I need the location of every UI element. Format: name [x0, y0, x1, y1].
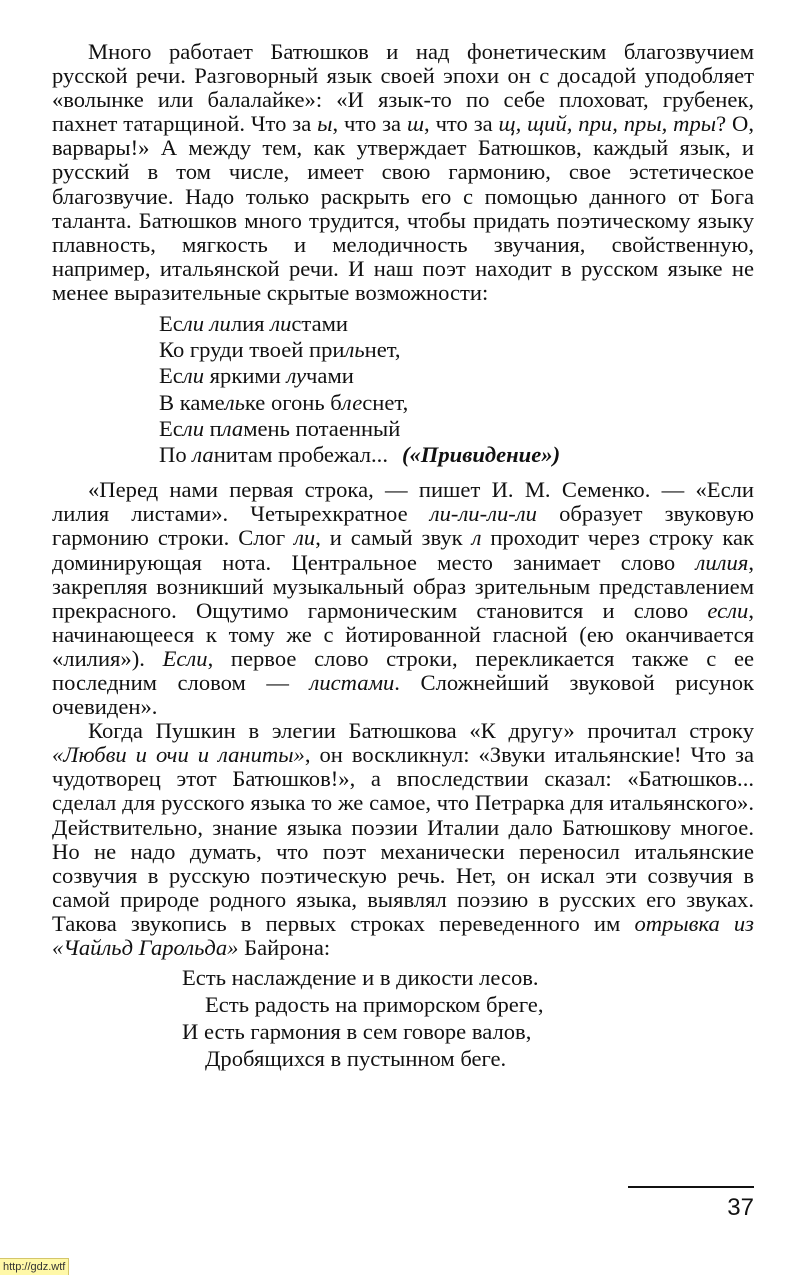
- poem-line: Дробящихся в пустынном беге.: [205, 1046, 507, 1072]
- watermark-link[interactable]: http://gdz.wtf: [0, 1258, 69, 1275]
- poem-line: Если лилия листами: [159, 311, 348, 337]
- poem-excerpt-2: [52, 964, 754, 1072]
- poem-line: Если пламень потаенный: [159, 415, 401, 441]
- poem-line: Есть радость на приморском бреге,: [205, 992, 544, 1018]
- paragraph-1: Много работает Батюшков и над фонетическим благозвучием русской речи. Разговорный язык своей эпохи он с досадой уподобляет «волынке или балалайке»: «И язык-то по себе плоховат, грубенек, пахнет татарщиной. Что за ы, что за ш, что за щ, щий, при, пры, тры? О, варвары!» А между тем, как утверждает Батюшков, каждый язык, и русский в том числе, имеет свою гармонию, свое эстетическое благозвучие. Надо только раскрыть его с помощью данного от Бога таланта. Батюшков много трудится, чтобы придать поэтическому языку плавность, мягкость и мелодичность звучания, свойственную, например, итальянской речи. И наш поэт находит в русском языке не менее выразительные скрытые возможности:: [52, 39, 754, 305]
- poem-line-last: [159, 442, 754, 468]
- page-body: [52, 40, 754, 1072]
- poem-line: И есть гармония в сем говоре валов,: [182, 1019, 532, 1045]
- poem-line: Если яркими лучами: [159, 363, 354, 389]
- poem-source: («Привидение»): [401, 442, 561, 468]
- footer-rule: [628, 1186, 754, 1188]
- paragraph-2: «Перед нами первая строка, — пишет И. М. Семенко. — «Если лилия листами». Четырехкратное ли-ли-ли-ли образует звуковую гармонию строки. Слог ли, и самый звук л проходит через строку как доминирующая нота. Центральное место занимает слово лилия, закрепляя возникший музыкальный образ зрительным представлением прекрасного. Ощутимо гармоническим становится и слово если, начинающееся к тому же с йотированной гласной (ею оканчивается «лилия»). Если, первое слово строки, перекликается также с ее последним словом — листами. Сложнейший звуковой рисунок очевиден».: [52, 477, 755, 720]
- paragraph-3: Когда Пушкин в элегии Батюшкова «К другу» прочитал строку «Любви и очи и ланиты», он воскликнул: «Звуки итальянские! Что за чудотворец этот Батюшков!», а впоследствии сказал: «Батюшков... сделал для русского языка то же самое, что Петрарка для итальянского». Действительно, знание языка поэзии Италии дало Батюшкову многое. Но не надо думать, что поэт механически переносил итальянские созвучия в русскую поэтическую речь. Нет, он искал эти созвучия в самой природе родного языка, выявлял поэзию в русских его звуках. Такова звукопись в первых строках переведенного им отрывка из «Чайльд Гарольда» Байрона:: [52, 718, 754, 961]
- page-number: 37: [727, 1194, 754, 1221]
- poem-line: В камельке огонь блеснет,: [159, 389, 409, 415]
- poem-line: Ко груди твоей прильнет,: [159, 337, 401, 363]
- poem-line-text: По ланитам пробежал...: [159, 442, 388, 468]
- poem-excerpt-1: [52, 311, 754, 468]
- poem-line: Есть наслаждение и в дикости лесов.: [182, 965, 539, 991]
